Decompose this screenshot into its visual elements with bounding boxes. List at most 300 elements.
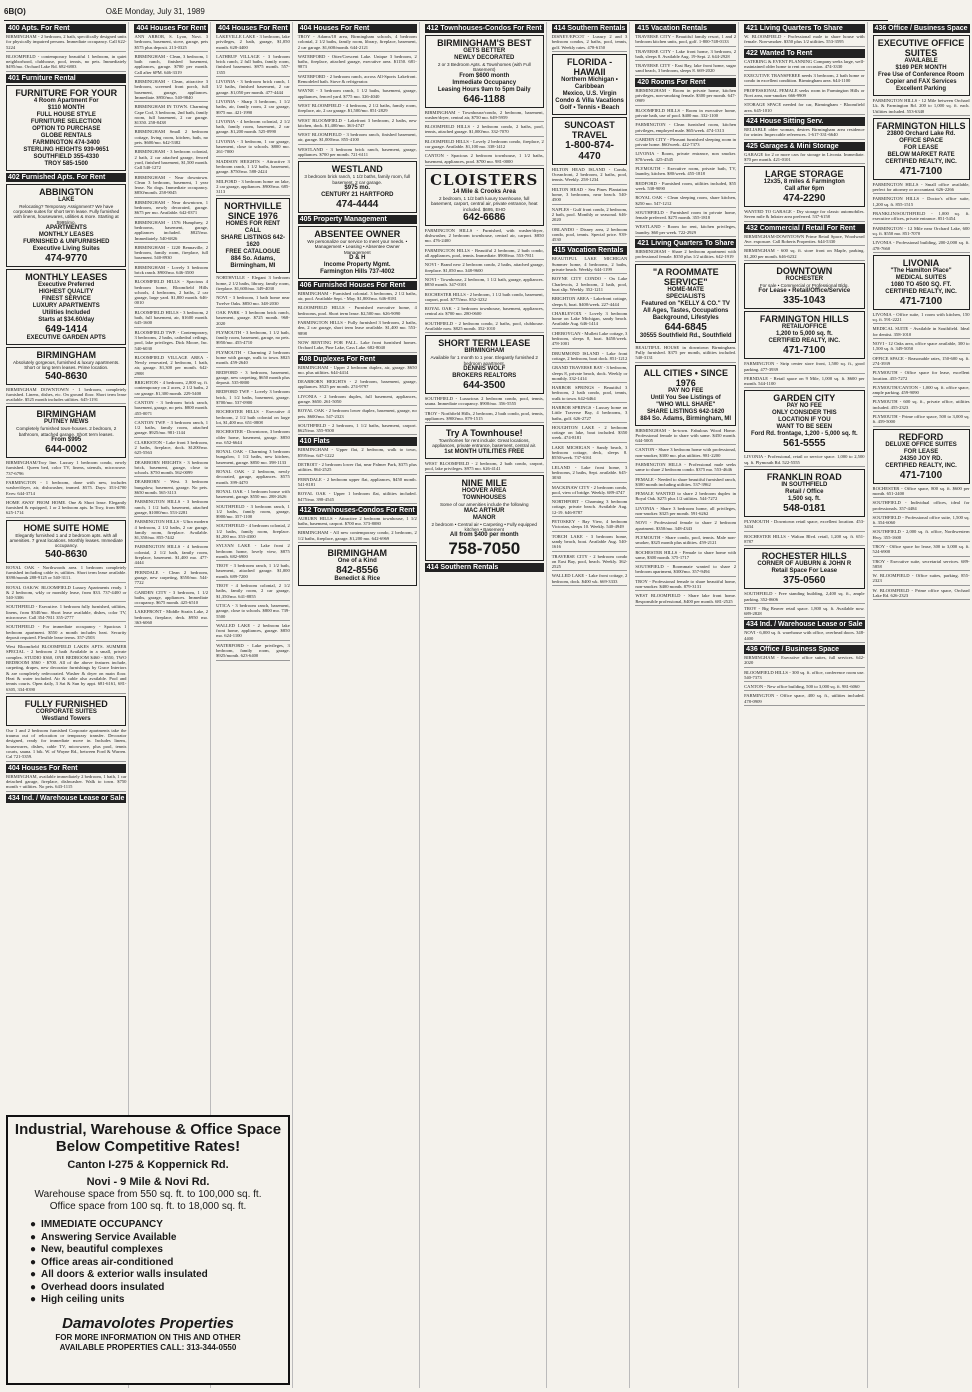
display-ad-line: 471-7100 bbox=[783, 345, 826, 357]
display-ad-line: LOCATION IF YOU bbox=[778, 417, 831, 424]
display-ad-line: Starts at $34.60/day bbox=[38, 316, 95, 323]
classified-ad: WAYNE - 3 bedroom ranch, 1 1/2 baths, basement, garage, appliances, fenced yard. $775 mo. 326-4040 bbox=[298, 88, 417, 101]
classified-ad: PLYMOUTH - Office space for lease, excellent location. 455-7272 bbox=[873, 370, 970, 383]
classified-ad: SOUTHFIELD - Free standing building, 2,400 sq. ft., ample parking. 352-0606 bbox=[744, 591, 864, 604]
classified-ad: BIRMINGHAM - Upper 2 bedroom duplex, air, garage. $650 mo. plus utilities. 644-4414 bbox=[298, 365, 417, 378]
classified-ad: FERNDALE - 2 bedroom upper flat, appliances, $450 month. 541-8181 bbox=[298, 477, 417, 490]
section-heading: 410 Flats bbox=[298, 437, 417, 446]
display-ad bbox=[6, 347, 126, 385]
classified-ad: STORAGE SPACE needed for car, Birmingham - Bloomfield area. 645-1010 bbox=[744, 102, 864, 115]
section-heading: 422 Wanted To Rent bbox=[744, 49, 864, 58]
column bbox=[742, 22, 867, 1388]
section-heading: 414 Southern Rentals bbox=[425, 563, 544, 572]
section-heading: 436 Office / Business Space bbox=[744, 645, 864, 654]
classified-ad: PLYMOUTH/CANTON - 1,000 sq. ft. office space, ample parking. 459-9090 bbox=[873, 385, 970, 398]
display-ad-line: FULL HOUSE STYLE bbox=[36, 111, 96, 118]
classified-ad: SOUTHFIELD - For immediate occupancy - Spacious 1 bedroom apartment. $550 a month includes heat. Security deposit required. Flexible lease terms. 357-2503 bbox=[6, 624, 126, 642]
classified-ad: BIRMINGHAM - 3 bedroom colonial, 2 bath, 2 car attached garage, fenced yard, finished basement, $1,500 month. Call 540-1272 bbox=[134, 149, 208, 172]
page-label: 6B(O) bbox=[4, 6, 26, 16]
classified-ad: LIVONIA - 3 bedroom, 1 car garage, basement, close to schools. $800 mo. 261-7000 bbox=[216, 139, 290, 157]
classified-ad: FERNDALE - Retail space on 9 Mile, 1,000 sq. ft. $600 per month. 544-1100 bbox=[744, 376, 864, 389]
display-ad-line: 3 bedroom brick ranch, 1 1/2 baths, family room, full basement, 2 car garage. bbox=[304, 174, 411, 185]
section-heading: 436 Office / Business Space bbox=[874, 25, 968, 32]
display-ad-line: Executive Preferred bbox=[38, 281, 95, 288]
classified-ad: FARMINGTON HILLS - Ultra modern 4 bedroom, 2 1/2 baths, 2 car garage, family room, fireplace. Available. $1,350/mo. 855-7442 bbox=[134, 519, 208, 542]
display-ad-line: 646-1188 bbox=[463, 93, 506, 105]
classified-ad: ROCHESTER HILLS - Walton Blvd. retail, 1,200 sq. ft. 651-8787 bbox=[744, 534, 864, 547]
classified-ad: BIRMINGHAM - Clean, 3 bedroom, 1 bath ranch, finished basement, appliances, garage. $700 per month. Call after 6PM. 646-3319 bbox=[134, 54, 208, 77]
display-ad-line: HIGHEST QUALITY bbox=[38, 288, 94, 295]
classified-ad: BLOOMFIELD HILLS - Spacious 4 bedroom home, Bloomfield Hills schools, 4 bedrooms, 2 baths, 2 car garage, large yard. $1,800 month. 646-0010 bbox=[134, 279, 208, 307]
classified-ad: FARMINGTON HILLS - Small office available, perfect for attorney or accountant. 626-2266 bbox=[873, 182, 970, 195]
display-ad-line: MONTHLY LEASES bbox=[38, 231, 94, 238]
classified-ad: FARMINGTON - 12 Mile near Orchard Lake, 600 sq. ft. $550 mo. 851-7070 bbox=[873, 226, 970, 239]
footer-phone: AVAILABLE PROPERTIES CALL: 313-344-0550 bbox=[59, 1342, 237, 1352]
classified-ad: WATERFORD - Otter/Crescent Lake. Unique 3 bedroom, 2 baths, fireplace, attached garage, executive area. $1150. 681-9873 bbox=[298, 54, 417, 72]
display-ad bbox=[6, 269, 126, 345]
warehouse-space: Warehouse space from 550 sq. ft. to 100,000 sq. ft. bbox=[34, 1189, 262, 1200]
display-ad-line: 540-8630 bbox=[45, 548, 88, 560]
section-heading: 434 Ind. / Warehouse Lease or Sale bbox=[746, 621, 863, 629]
display-ad-line: OFFICE SPACE bbox=[899, 137, 943, 144]
column bbox=[423, 22, 547, 1388]
classified-ad: GARAGE for 2 or more cars for storage in Livonia. Immediate. $70 per month. 421-0101 bbox=[744, 152, 864, 165]
classified-ad: ROCHESTER HILLS - Female to share home with same, $300 month. 375-1717 bbox=[635, 550, 736, 563]
display-ad-line: FURNITURE SELECTION bbox=[30, 118, 102, 125]
classified-ad: GARDEN CITY - 3 bedroom, 1 1/2 baths, garage, appliances. Immediate occupancy. $675 month. 425-6510 bbox=[134, 590, 208, 608]
display-ad-line: 1-800-874-4470 bbox=[565, 139, 614, 162]
display-ad-line: 335-1043 bbox=[783, 295, 826, 307]
section-heading: 404 Houses For Rent bbox=[6, 764, 126, 773]
classified-ad: CANTON TWP. - 3 bedroom ranch, 1 1/2 baths, family room, attached garage. $925/mo. 981-1144 bbox=[134, 420, 208, 438]
display-ad-line: HOOVER AREA bbox=[462, 488, 507, 495]
classified-ad: FARMINGTON HILLS - Doctor's office suite, 1,200 sq. ft. 855-1515 bbox=[873, 196, 970, 209]
classified-ad: TRAVERSE CITY - East Bay, lake front home, sugar sand beach, 3 bedroom, sleeps 8. 669-2020 bbox=[635, 63, 736, 76]
display-ad-line: Free Use of Conference Room bbox=[878, 72, 965, 78]
display-ad-line: AVAILABLE bbox=[904, 58, 938, 64]
column bbox=[296, 22, 420, 1388]
display-ad-line: ALL CITIES • SINCE 1976 bbox=[643, 367, 728, 388]
classified-ad: BIRMINGHAM Small 2 bedroom cottage, living room, kitchen, bath, no pets. $600/mo. 642-5382 bbox=[134, 129, 208, 147]
display-ad-line: 2 bedroom • Central air • Carpeting • Fully equipped kitchen • Basement bbox=[431, 521, 537, 532]
classified-ad: FARMINGTON HILLS - Beautiful 2 bedroom, 2 bath condo, all appliances, pool, tennis. Immediate. $900/mo. 553-7811 bbox=[425, 248, 544, 261]
display-ad-line: STERLING HEIGHTS 939-9651 bbox=[23, 146, 110, 153]
display-ad bbox=[298, 545, 417, 586]
classified-ad: NORTHVILLE - Elegant 3 bedroom home, 2 1/2 baths, library, family room, fireplace. $1,600/mo. 349-4030 bbox=[216, 275, 290, 293]
display-ad-line: 1,200 to 5,000 sq. ft. bbox=[775, 331, 833, 338]
classified-ad: LIVONIA - Sharp 3 bedroom, 1 1/2 baths, air, family room, 2 car garage, $975 mo. 421-1990 bbox=[216, 99, 290, 117]
classified-ad: WEST BLOOMFIELD - Lakefront 3 bedroom, 2 baths, new kitchen, dock. $1,400/mo. 363-4747 bbox=[298, 118, 417, 131]
display-ad-line: Benedict & Rice bbox=[334, 576, 381, 583]
classified-ad: LIVONIA - 3 bedroom brick ranch, 1 1/2 baths, finished basement, 2 car garage. $1,050 per month. 477-4444 bbox=[216, 79, 290, 97]
classified-ad: PLYMOUTH - Prime office space, 500 to 3,000 sq. ft. 459-5000 bbox=[873, 414, 970, 427]
display-ad bbox=[744, 311, 864, 359]
classified-ad: BIRMINGHAM-DOWNTOWN Prime Retail Space, Woodward Ave. exposure. Call Roberts Properties. 644-5330 bbox=[744, 234, 864, 247]
classified-ad: REDFORD TWP. - Lovely 3 bedroom brick, 1 1/2 baths, basement, garage. $700/mo. 537-0900 bbox=[216, 389, 290, 407]
display-ad-line: NINE MILE bbox=[461, 478, 507, 489]
display-ad bbox=[6, 184, 126, 267]
display-ad-line: RETAIL/OFFICE bbox=[781, 324, 827, 331]
classified-ad: BIRMINGHAM - 2 bedroom, 2 bath, specifically designed units for physically impaired persons. Immediate occupancy. Call 622-5224 bbox=[6, 34, 126, 52]
display-ad bbox=[425, 335, 544, 394]
section-heading: 401 Furniture Rental bbox=[6, 74, 126, 83]
classified-ad: BLOOMFIELD HILLS - 3 bedroom, 2 bath, full basement, air, $1600 month. 645-1600 bbox=[134, 310, 208, 328]
classified-ad: PLYMOUTH - 3 bedroom, 1 1/2 bath, family room, basement, garage, no pets. $950/mo. 455-4710 bbox=[216, 330, 290, 348]
display-ad-line: 540-8630 bbox=[45, 370, 88, 382]
classified-ad: SOUTHFIELD - 2 bedroom, 1 1/2 baths, basement, carport. $625/mo. 355-9500 bbox=[298, 423, 417, 436]
display-ad-line: One of a Kind bbox=[337, 558, 377, 565]
display-ad-line: 758-7050 bbox=[448, 539, 521, 559]
location-canton: Canton I-275 & Koppernick Rd. bbox=[67, 1159, 229, 1171]
display-ad bbox=[6, 520, 126, 563]
display-ad-line: GARDEN CITY bbox=[773, 393, 836, 404]
display-ad-line: $169 PER MONTH bbox=[895, 65, 947, 71]
classified-ad: ROYAL OAK - Charming 3 bedroom bungalow, 1 1/2 baths, new kitchen, basement, garage. $850 mo. 398-1133 bbox=[216, 449, 290, 467]
classified-ad: BIRMINGHAM - Lovely 3 bedroom brick ranch. $900/mo. 646-3500 bbox=[134, 265, 208, 278]
footer-line: FOR MORE INFORMATION ON THIS AND OTHER bbox=[55, 1332, 241, 1342]
classified-ad: FARMINGTON - Strip center store front, 1,500 sq. ft., good parking. 477-3939 bbox=[744, 361, 864, 374]
classified-ad: WESTLAND - 3 bedroom brick ranch, basement, garage, appliances. $700 per month. 721-6111 bbox=[298, 147, 417, 160]
display-ad bbox=[298, 161, 417, 213]
display-ad-line: D & H bbox=[349, 254, 366, 261]
classified-ad: PLYMOUTH - 600 sq. ft., private office, utilities included. 455-2323 bbox=[873, 399, 970, 412]
feature-item: ● New, beautiful complexes bbox=[30, 1244, 284, 1257]
classified-ad: Our 1 and 2 bedroom furnished Corporate apartments take the trauma out of relocation or temporary transfer. Decorator designed, ready for immediate move in. Includes linens, housewares, dishes, cable TV, microwave, plus pool, tennis courts, sauna. 1 bik. W. of Wayne Rd., between Ford & Warren. Cal 721-5359. bbox=[6, 728, 126, 762]
display-ad-line: CLOISTERS bbox=[430, 170, 539, 189]
section-heading: 414 Southern Rentals bbox=[553, 25, 626, 32]
classified-ad: TROY - Northfield Hills, 2 bedroom, 2 bath condo, pool, tennis, appliances. $900/mo. 879-1515 bbox=[425, 411, 544, 424]
display-ad-line: FULLY FURNISHED bbox=[24, 698, 108, 709]
display-ad-line: Farmington Hills 737-4002 bbox=[320, 268, 395, 275]
column bbox=[633, 22, 739, 1388]
display-ad-line: From $600 month bbox=[459, 72, 510, 79]
display-ad bbox=[425, 425, 544, 459]
display-ad-line: "A ROOMMATE SERVICE" bbox=[652, 266, 719, 287]
display-ad-line: 474-2290 bbox=[783, 193, 826, 205]
display-ad bbox=[744, 390, 864, 452]
section-heading: 406 Furnished Houses For Rent bbox=[298, 281, 417, 290]
classified-ad: NORTHPORT - Charming 3 bedroom cottage, private beach. Available Aug. 12-19. 646-8787 bbox=[552, 499, 628, 517]
classified-ad: WATERFORD - 2 bedroom ranch, across All-Sports Lakefront. Remodeled bath. Stove & refrigerator. bbox=[298, 74, 417, 87]
classified-ad: WANTED TO GARAGE - Dry storage for classic automobiles. Seven mile & Inkster area preferred. 537-6158 bbox=[744, 209, 864, 222]
display-ad-line: Golf • Tennis • Beach bbox=[559, 104, 620, 111]
display-ad-line: FURNITURE FOR YOUR bbox=[15, 87, 118, 98]
display-ad bbox=[425, 168, 544, 226]
display-ad-line: Available for 1 month to 1 year. Elegantly furnished 2 bedroom apartment. bbox=[430, 355, 538, 366]
classified-ad: DEARBORN HEIGHTS - 2 bedroom, basement, garage, appliances. $525 per month. 274-9797 bbox=[298, 379, 417, 392]
display-ad-line: 561-5555 bbox=[783, 438, 826, 450]
classified-ad: NOVI - 6,000 sq. ft. warehouse with office, overhead doors. 348-4400 bbox=[744, 630, 864, 643]
display-ad-line: FRANKLIN ROAD bbox=[766, 472, 842, 483]
classified-ad: WEST BLOOMFIELD - 4 bedroom, 2 1/2 baths, family room, fireplace, air, 2 car garage. $1,500/mo. 851-2829 bbox=[298, 103, 417, 116]
display-ad-line: Ford Rd. frontage, 1,200 - 5,000 sq. ft. bbox=[750, 431, 858, 438]
display-ad-line: DOWNTOWN bbox=[776, 265, 833, 276]
classified-ad: WEST BLOOMFIELD - 3 bedroom ranch, finished basement, air, garage. $1,000/mo. 855-4100 bbox=[298, 132, 417, 145]
classified-ad: TRAVERSE CITY - Beautiful family resort, 1 and 2 bedroom kitchen units, pool, golf. 1-800-748-0133 bbox=[635, 34, 736, 47]
display-ad-line: HOMES FOR RENT bbox=[225, 221, 281, 228]
display-ad-line: 842-8556 bbox=[336, 565, 379, 577]
feature-item: ● Office areas air-conditioned bbox=[30, 1257, 284, 1270]
classified-ad: BIRMINGHAM - 600 sq. ft. store front on Maple, parking. $1,200 per month. 646-6232 bbox=[744, 248, 864, 261]
classified-ad: TROY - Big Beaver retail space. 1,800 sq. ft. Available now. 689-2828 bbox=[744, 606, 864, 619]
classified-ad: HILTON HEAD ISLAND - Condo, Oceanfront, 2 bedroom, 2 baths, pool, tennis. Weekly. 258-1234 bbox=[552, 167, 628, 185]
classified-ad: TROY - 4 bedroom colonial, 2 1/2 baths, family room, 2 car garage, $1,350/mo. 641-8855 bbox=[216, 583, 290, 601]
classified-ad: BIRMINGHAM - Executive office suites, full services. 642-2020 bbox=[744, 655, 864, 668]
display-ad-line: GLOBE RENTALS bbox=[40, 132, 92, 139]
display-ad-line: Utilities Included bbox=[42, 309, 91, 316]
classified-ad: FARMINGTON HILLS - Fully furnished 3 bedroom, 2 baths, den, 2 car garage, short term lease available. $1,400 mo. 553-9898 bbox=[298, 320, 417, 338]
display-ad-line: HOME SUITE HOME bbox=[23, 522, 109, 533]
classified-ad: MEDICAL SUITE - Available in Southfield. Ideal for dentist. 358-1010 bbox=[873, 326, 970, 339]
display-ad-line: 548-0181 bbox=[783, 503, 826, 515]
feature-item: ● All doors & exterior walls insulated bbox=[30, 1269, 284, 1282]
display-ad-line: FLORIDA - HAWAII bbox=[566, 56, 613, 77]
display-ad-line: For Lease • Retail/Office/Service bbox=[758, 288, 851, 295]
classified-ad: BIRMINGHAM - Clean, attractive 3 bedroom, screened front porch, full basement, garage, appliances. Immediate. $950/mo. 540-9840 bbox=[134, 79, 208, 102]
classified-ad: BIRMINGHAM - Townhouse/condo, 2 bedroom, basement, washer/dryer, central air, $750 mo. 649-5959 bbox=[425, 110, 544, 123]
display-ad-line: Try A Townhouse! bbox=[445, 428, 523, 439]
display-ad bbox=[744, 166, 864, 207]
classified-ad: FARMINGTON HILLS - Furnished, with washer/dryer, dishwasher, 2 bedroom townhouse, central air, carport. $850 mo. 476-2400 bbox=[425, 228, 544, 246]
classified-ad: BIRMINGHAM - Room in private home, kitchen privileges, non-smoking female. $300 per month. 647-0909 bbox=[635, 88, 736, 106]
display-ad-line: All from $400 per month bbox=[449, 532, 519, 539]
display-ad bbox=[552, 54, 628, 115]
display-ad-line: BIRMINGHAM bbox=[36, 349, 96, 360]
display-ad-line: FOR LEASE bbox=[903, 448, 939, 455]
classified-ad: LELAND - Lake front home, 3 bedrooms, 2 baths, Sept. available. 645-3030 bbox=[552, 465, 628, 483]
display-ad-line: All Ages, Tastes, Occupations bbox=[643, 307, 729, 314]
paper-line: O&E Monday, July 31, 1989 bbox=[105, 6, 205, 16]
classified-ad: REDFORD - Furnished room, utilities included, $55 week. 538-9090 bbox=[635, 181, 736, 194]
classified-ad: WALLED LAKE - 2 bedroom lake front home, appliances, garage. $850 mo. 624-1100 bbox=[216, 623, 290, 641]
display-ad-line: SHARE LISTINGS 642-1620 bbox=[220, 235, 285, 249]
classified-ad: WALLED LAKE - Lake front cottage, 2 bedroom, dock. $400 wk. 669-3333 bbox=[552, 573, 628, 586]
classified-ad: SOUTHFIELD - Professional office suite, 1,500 sq. ft. 354-6060 bbox=[873, 515, 970, 528]
classified-ad: NOVI - Townhouse, 2 bedroom, 1 1/2 bath, garage, appliances. $850 month. 347-0101 bbox=[425, 277, 544, 290]
classified-ad: BLOOMFIELD HILLS - Furnished executive home, 4 bedrooms, pool. Short term lease. $2,500 mo. 626-9090 bbox=[298, 305, 417, 318]
display-ad-line: ABBINGTON bbox=[39, 186, 94, 197]
display-ad-line: EXECUTIVE GARDEN APTS bbox=[26, 334, 106, 341]
classified-ad: LATHRUP VILLAGE - 3 bedroom brick ranch, 2 full baths, family room, finished basement. $975 month. 557-1355 bbox=[216, 54, 290, 77]
section-heading: 404 Houses For Rent bbox=[136, 25, 207, 32]
classified-ad: ROYAL OAK/W. BLOOMFIELD Luxury Apartments ready. 1 & 2 bedroom, wkly or monthly lease, from $33. 737-4400 or 540-3306 bbox=[6, 585, 126, 603]
section-heading: 420 Rooms For Rent bbox=[635, 78, 736, 87]
section-heading: 412 Townhouses-Condos For Rent bbox=[426, 25, 542, 32]
display-ad-line: 644-6845 bbox=[664, 321, 707, 333]
display-ad-line: Immediate Occupancy bbox=[452, 79, 517, 86]
display-ad-line: 644-3500 bbox=[463, 379, 506, 391]
classified-ad: CANTON - New office building, 500 to 3,000 sq. ft. 981-6060 bbox=[744, 684, 864, 691]
display-ad-line: Completely furnished town-houses. 2 bedroom, 2 bathroom, attached garage. Short term leases. bbox=[16, 426, 117, 437]
section-heading: 412 Townhouses-Condos For Rent bbox=[299, 506, 415, 514]
feature-item: ● High ceiling units bbox=[30, 1294, 284, 1307]
classified-ad: SOUTHFIELD - Individual offices, ideal for professionals. 357-4484 bbox=[873, 500, 970, 513]
industrial-warehouse-ad bbox=[6, 1115, 290, 1385]
classified-ad: LIVONIA - Professional, retail or service space. 1,000 to 2,500 sq. ft. Plymouth Rd. 522-5555 bbox=[744, 454, 864, 467]
brand-name: Damavolotes Properties bbox=[62, 1314, 234, 1332]
classified-ad: BEAUTIFUL LAKE MICHIGAN Summer home, 4 bedrooms, 2 baths, private beach. Weekly. 644-1199 bbox=[552, 256, 628, 274]
display-ad bbox=[744, 469, 864, 517]
display-ad-line: Copier and FAX Services bbox=[885, 79, 957, 85]
classified-ad: ROYAL OAK - 1 bedroom house with basement, garage. $550 mo. 288-2626 bbox=[216, 489, 290, 502]
classified-ad: FARMINGTON HILLS - 3 bedroom ranch, 1 1/2 bath, basement, attached garage, $1000/mo. 553-2281 bbox=[134, 499, 208, 517]
classified-ad: FARMINGTON - Office space, 400 sq. ft., utilities included. 478-0909 bbox=[744, 693, 864, 706]
classified-ad: DEARBORN - West. 3 bedroom bungalow, basement, garage. No pets. $650 month. 565-3113 bbox=[134, 479, 208, 497]
classified-ad: FARMINGTON HILLS - Professional male seeks same to share 2 bedroom condo. $375 mo. 553-4646 bbox=[635, 462, 736, 475]
display-ad-line: Featured on "KELLY & CO." TV bbox=[641, 300, 730, 307]
feature-item: ● Overhead doors insulated bbox=[30, 1282, 284, 1295]
classified-ad: EXECUTIVE TRANSFEREE needs 3 bedroom, 2 bath home or condo in excellent condition. Birmingham area. 644-1100 bbox=[744, 73, 864, 86]
display-ad-line: CERTIFIED REALTY, INC. bbox=[885, 462, 957, 469]
classified-ad: MILFORD - 3 bedroom home on lake, 2 car garage, appliances. $900/mo. 685-3113 bbox=[216, 179, 290, 197]
section-heading: 424 House Sitting Serv. bbox=[744, 117, 864, 126]
classified-ad: BIRMINGHAM - Share 2 bedroom apartment with professional female. $350 plus 1/2 utilities. 642-1919 bbox=[635, 249, 736, 262]
section-heading: 404 Houses For Rent bbox=[298, 24, 417, 33]
display-ad-line: EXECUTIVE OFFICE SUITES bbox=[877, 38, 965, 58]
display-ad-line: GETS BETTER bbox=[463, 48, 506, 54]
display-ad-line: MANOR bbox=[472, 514, 496, 521]
display-ad-line: 30555 Southfield Rd., Southfield bbox=[639, 332, 732, 339]
display-ad-line: CORNER OF AUBURN & JOHN R bbox=[757, 561, 852, 568]
classified-ad: AUBURN HILLS - Attractive 2 bedroom townhouse, 1 1/2 baths, basement, carport. $700 mo. 373-8080 bbox=[298, 516, 417, 529]
section-heading: 400 Apts. For Rent bbox=[6, 24, 126, 33]
display-ad-line: SOUTHFIELD 355-4330 bbox=[33, 153, 99, 160]
classified-ad: TORCH LAKE - 3 bedroom home, sandy beach, boat. Available Aug. 540-1616 bbox=[552, 534, 628, 552]
display-ad-line: FINEST SERVICE bbox=[41, 295, 91, 302]
display-ad-line: REDFORD bbox=[898, 431, 944, 442]
classified-ad: TRAVERSE CITY - Lake front home, 3 bedroom, 2 bath, sleeps 8. Available Aug. 19-Sept. 2. 644-2928 bbox=[635, 49, 736, 62]
classified-ad: SOUTHFIELD - Luxurious 2 bedroom condo, pool, tennis, sauna. Immediate occupancy. $900/mo. 356-5555 bbox=[425, 396, 544, 409]
classified-ad: ROYAL OAK - 2 bedroom lower duplex, basement, garage, no pets. $600/mo. 547-2323 bbox=[298, 408, 417, 421]
display-ad-line: CERTIFIED REALTY, INC. bbox=[885, 158, 957, 165]
classified-ad: ORLANDO - Disney area, 2 bedroom condo, pool, tennis. Special price. 939-4530 bbox=[552, 227, 628, 245]
display-ad-line: WANT TO BE SEEN bbox=[776, 424, 833, 431]
display-ad-line: $110 MONTH bbox=[47, 104, 85, 111]
ad-title: Industrial, Warehouse & Office Space bbox=[14, 1121, 282, 1138]
display-ad-line: ONLY CONSIDER THIS bbox=[771, 410, 837, 417]
display-ad-line: Northern Michigan • Caribbean bbox=[561, 76, 618, 90]
classified-ad: BLOOMFIELD VILLAGE AREA - Newly renovated, 2 bedroom, 1 bath, air, garage. $1,300 per month. 642-2988 bbox=[134, 355, 208, 378]
classified-ad: CANTON - Share 3 bedroom home with professional, non-smoker, $300 mo. plus utilities. 981-2200 bbox=[635, 447, 736, 460]
classified-ad: BOYNE CITY CONDO - On Lake Charlevoix, 2 bedroom, 2 bath, pool, boat slip. Weekly. 352-1211 bbox=[552, 276, 628, 294]
display-ad-line: 644-0002 bbox=[45, 444, 88, 456]
section-heading: 415 Vacation Rentals bbox=[635, 24, 736, 33]
classified-ad: SOUTHFIELD - 2,000 sq. ft. office, Northwestern Hwy. 355-1600 bbox=[873, 529, 970, 542]
classified-ad: BIRMINGHAM, available immediately 2 bedroom, 1 bath, 1 car detached garage, fireplace, dishwasher. Walk to town. $750 month + utilities. No pets. 643-1115 bbox=[6, 774, 126, 792]
display-ad-line: FARMINGTON HILLS bbox=[759, 314, 849, 325]
classified-ad: WATERFORD - Lake privileges, 3 bedroom, family room, garage. $925/month. 623-6400 bbox=[216, 643, 290, 661]
display-ad-line: 4 Room Apartment For bbox=[33, 97, 99, 104]
display-ad-line: Executive Living Suites bbox=[32, 245, 100, 252]
display-ad-line: APARTMENTS bbox=[45, 224, 87, 231]
classified-ad: DEARBORN HEIGHTS - 3 bedroom brick, basement, garage, close to schools. $750 month. 562-0099 bbox=[134, 460, 208, 478]
classified-ad: ROCHESTER - Downtown, 3 bedroom older home, basement, garage. $850 mo. 652-6644 bbox=[216, 429, 290, 447]
display-ad-line: MAC ARTHUR bbox=[464, 507, 505, 514]
classified-ad: REDFORD - 3 bedroom, basement, garage, new carpeting, $650 month plus deposit. 535-8800 bbox=[216, 370, 290, 388]
display-ad-line: NORTHVILLE SINCE 1976 bbox=[224, 201, 282, 222]
section-heading: 404 Houses For Rent bbox=[218, 25, 288, 32]
classified-ad: ROCHESTER HILLS - 2 bedroom, 1 1/2 bath condo, basement, carport, pool. $775/mo. 852-3232 bbox=[425, 292, 544, 305]
classified-ad: BLOOMFIELD HILLS - Room in executive home, private bath, use of pool. $400 mo. 332-1100 bbox=[635, 108, 736, 121]
masthead bbox=[4, 2, 888, 21]
display-ad-line: Until You See Listings of bbox=[650, 394, 721, 401]
display-ad-line: Absolutely gorgeous, furnished & luxury apartments. Short or long term leases. Prime location. bbox=[12, 359, 120, 371]
display-ad-line: SHORT TERM LEASE bbox=[438, 338, 531, 349]
classified-ad: BIRMINGHAM - 1576 Humphrey, 2 bedrooms, basement, garage, appliances included. $825/mo. Immediately. 540-6826 bbox=[134, 220, 208, 243]
display-ad-line: TOWNHOUSES bbox=[462, 495, 507, 502]
display-ad bbox=[6, 85, 126, 171]
classified-ad: BLOOMFIELD TWP. - Contemporary, 3 bedrooms, 2 baths, cathedral ceilings, pool, lake privileges. Dick Moore, Inc. 540-6030 bbox=[134, 330, 208, 353]
classified-ad: BRIGHTON - 4 bedroom, 2,800 sq. ft. contemporary on 2 acres, 2 1/2 baths, 2 car garage. $1,300 month. 229-5400 bbox=[134, 380, 208, 398]
section-heading: 425 Garages & Mini Storage bbox=[744, 142, 864, 151]
display-ad-line: FURNISHED & UNFURNISHED bbox=[23, 238, 110, 245]
display-ad-line: For sale • Commercial or Professional Bldg. bbox=[759, 282, 849, 288]
display-ad bbox=[635, 264, 736, 343]
display-ad bbox=[873, 35, 970, 96]
classified-ad: FARMINGTON - 1 bedroom, done with new, includes washer/dryer, air, dishwasher, immed. $575. Days: 353-4700 Eves: 644-3714 bbox=[6, 480, 126, 498]
display-ad-line: 1st MONTH UTILITIES FREE bbox=[444, 448, 525, 455]
classified-ad: CANTON - Spacious 2 bedroom townhouse, 1 1/2 baths, basement, appliances, pool. $700 mo. 981-0000 bbox=[425, 153, 544, 166]
classified-ad: BIRMINGHAM/Troy line. Luxury 1 bedroom condo, newly furnished. Queen bed, color TV, linens, utensils, microwave. 737-6796 bbox=[6, 460, 126, 478]
classified-ad: MADISON HEIGHTS - Attractive 3 bedroom ranch, 1 1/2 baths, basement, garage. $750/mo. 588-2424 bbox=[216, 159, 290, 177]
display-ad-line: HOME-MATE bbox=[667, 286, 704, 293]
display-ad bbox=[425, 475, 544, 561]
display-ad-line: 12x35, 8 miles & Farmington bbox=[763, 179, 845, 186]
classified-ad: CHEBOYGAN - Mullett Lake cottage, 3 bedroom, sleeps 8, boat. $450/week. 478-1001 bbox=[552, 331, 628, 349]
classified-ad: FARMINGTON HILLS - 12 Mile between Orchard Lk. & Farmington Rd. 200 to 1,000 sq. ft. each. Utilities included. 553-6340 bbox=[873, 98, 970, 116]
classified-ad: ANN ARBOR, S. Lyon, Novi. 3 bedroom, basement, stove, garage, pets $575 plus deposit. 213-0325 bbox=[134, 34, 208, 52]
display-ad-line: FARMINGTON HILLS bbox=[876, 120, 966, 131]
classified-ad: BLOOMFIELD HILLS - Lovely 2 bedroom condo, fireplace, 2 car garage. Available. $1,100 mo. 338-1412 bbox=[425, 139, 544, 152]
classified-ad: SOUTHFIELD - 2 bedroom condo, 2 baths, pool, clubhouse. Available now. $825 month. 352-1010 bbox=[425, 321, 544, 334]
feature-list bbox=[30, 1219, 284, 1307]
display-ad-line: 24350 JOY RD. bbox=[899, 455, 943, 462]
display-ad bbox=[552, 117, 628, 165]
classified-ad: TRAVERSE CITY - 2 bedroom condo on East Bay, pool, beach. Weekly. 362-2525 bbox=[552, 554, 628, 572]
display-ad-line: Retail Space For Lease bbox=[771, 568, 838, 575]
display-ad-line: 1080 TO 4500 SQ. FT. bbox=[890, 281, 952, 288]
classified-ad: HILTON HEAD - Sea Pines Plantation home, 3 bedrooms, near beach. 540-4500 bbox=[552, 187, 628, 205]
section-heading: 402 Furnished Apts. For Rent bbox=[6, 173, 126, 182]
classified-ad: CATERING & EVENT PLANNING Company seeks large, well-maintained older home to rent on occasion. 474-3330 bbox=[744, 59, 864, 72]
display-ad-line: Income Property Mgmt. bbox=[323, 261, 391, 268]
section-heading: 405 Property Management bbox=[298, 215, 417, 224]
display-ad-line: PAY NO FEE bbox=[786, 403, 822, 410]
classified-ad: NOW RENTING FOR FALL. Lake front furnished homes. Orchard Lake, Pine Lake, Cass Lake. 682-8040 bbox=[298, 340, 417, 353]
display-ad-line: 471-7100 bbox=[899, 165, 943, 177]
classified-ad: LAKEVILLE LAKE - 3 bedroom, lake privileges, 2 bath, garage, $1,050 month. 628-4400 bbox=[216, 34, 290, 52]
classified-ad: BIRMINGHAM - Near downtown. Clean 3 bedroom, basement, 1 year lease. No dogs. Immediate occupancy. $850/month. 258-9045 bbox=[134, 175, 208, 198]
classified-ad: DETROIT - 2 bedroom lower flat, near Palmer Park, $375 plus utilities. 864-2525 bbox=[298, 462, 417, 475]
classified-ad: BRIGHTON AREA - Lakefront cottage, sleeps 6, boat. $400/week. 227-4444 bbox=[552, 296, 628, 309]
display-ad-line: PUTNEY MEWS bbox=[43, 419, 89, 426]
display-ad-line: ROCHESTER bbox=[785, 275, 824, 282]
display-ad bbox=[744, 548, 864, 589]
classified-ad: PROFESSIONAL FEMALE seeks room in Farmington Hills or Novi area, non-smoker. 666-9909 bbox=[744, 88, 864, 101]
classified-ad: BIRMINGHAM - Upper flat, 2 bedroom, walk to town, $595/mo. 647-1222 bbox=[298, 447, 417, 460]
classified-ad: TROY - 3 bedroom ranch, 1 1/2 bath, basement, attached garage. $1,000 month. 689-7200 bbox=[216, 563, 290, 581]
display-ad-line: FREE CATALOGUE bbox=[225, 249, 281, 256]
classified-ad: FEMALE WANTED to share 2 bedroom duplex in Royal Oak. $275 plus 1/2 utilities. 544-7272 bbox=[635, 491, 736, 504]
classified-ad: W. BLOOMFIELD - Professional male to share house with female. Non-smoker. $350 plus 1/2 utilities. 553-3595 bbox=[744, 34, 864, 47]
display-ad-line: 471-7100 bbox=[899, 469, 943, 481]
classified-ad: BIRMINGHAM - Near downtown, 1 bedroom, newly decorated, garage. $675 per mo. Available. 642-0371 bbox=[134, 200, 208, 218]
classified-ad: FRANKLIN/SOUTHFIELD - 1,000 sq. ft. executive offices, private entrance. 851-5454 bbox=[873, 211, 970, 224]
classified-ad: BIRMINGHAM - Furnished colonial. 3 bedrooms, 2 1/2 baths, air, pool. Available Sept. - May. $1,800/mo. 646-8181 bbox=[298, 291, 417, 304]
classified-ad: BLOOMFIELD HILLS - 2 bedroom condo, 2 baths, pool, tennis, attached garage. $1,000/mo. 332-7070 bbox=[425, 124, 544, 137]
display-ad-line: Excellent Parking bbox=[896, 86, 947, 92]
classified-ad: BIRMINGHAM - 1220 Bennaville, 2 bedroom, family room, fireplace, full basement. 540-8930 bbox=[134, 245, 208, 263]
